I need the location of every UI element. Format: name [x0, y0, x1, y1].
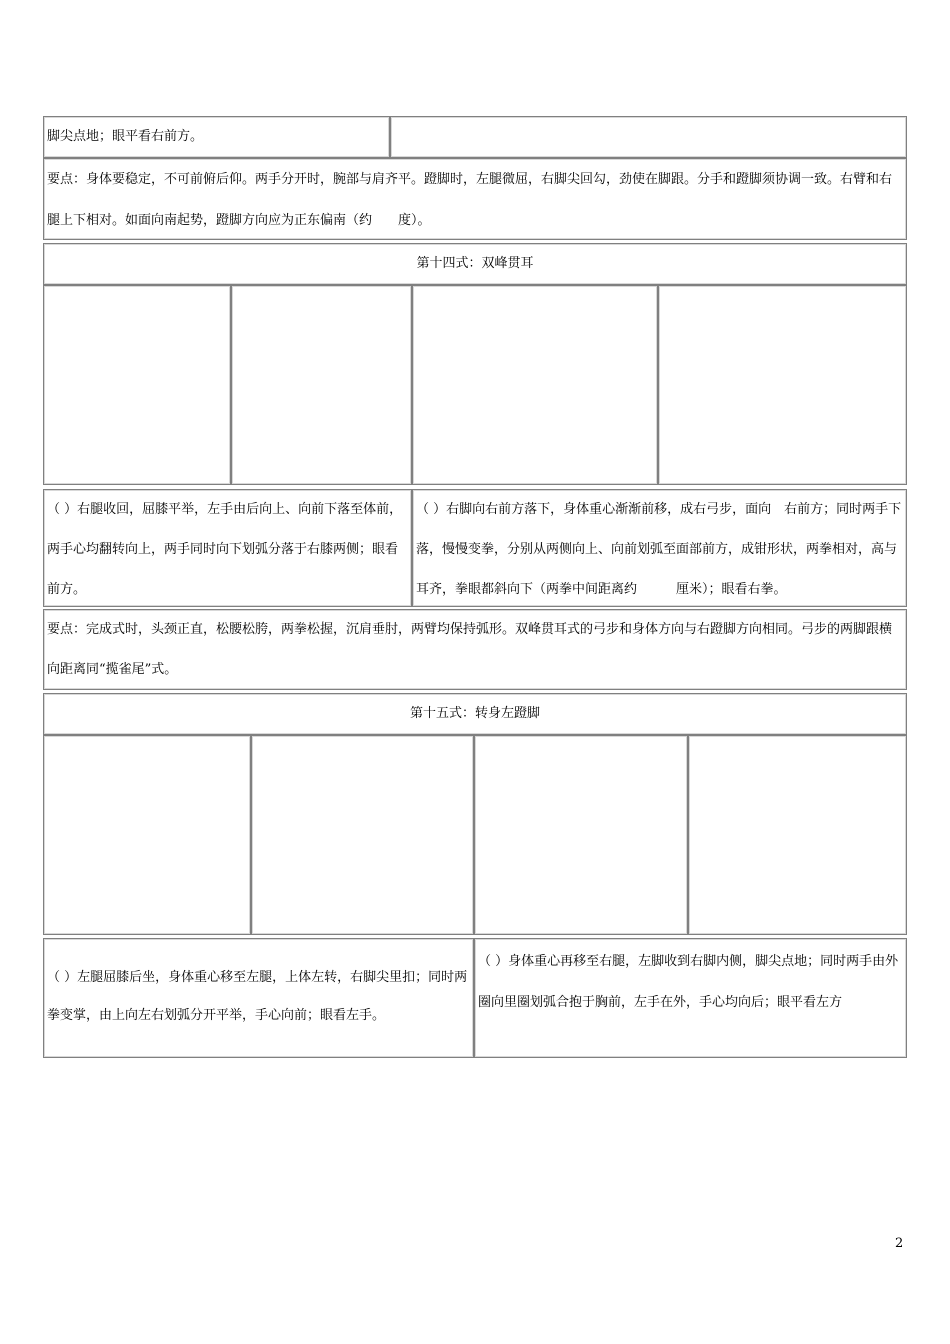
section-14-title-text: 第十四式：双峰贯耳 — [416, 256, 534, 271]
section-15-title-text: 第十五式：转身左蹬脚 — [409, 706, 540, 721]
r1-left-text: 脚尖点地；眼平看右前方。 — [47, 129, 204, 144]
r1-right-cell — [390, 116, 907, 158]
s15-right-text: （ ）身体重心再移至右腿，左脚收到右脚内侧，脚尖点地；同时两手由外圈向里圈划弧合抱于胸前，左手在外，手心均向后；眼平看左方 — [478, 954, 899, 1010]
s15-left-cell — [43, 938, 474, 1058]
s15-left-text: （ ）左腿屈膝后坐，身体重心移至左腿，上体左转，右脚尖里扣；同时两拳变掌，由上向左右划弧分开平举，手心向前；眼看左手。 — [47, 970, 468, 1023]
s14-image-1 — [43, 285, 231, 485]
s14-image-2 — [231, 285, 412, 485]
s15-image-2 — [251, 735, 474, 935]
s14-right-text: （ ）右脚向右前方落下，身体重心渐渐前移，成右弓步，面向 右前方；同时两手下落，慢慢变拳，分别从两侧向上、向前划弧至面部前方，成钳形状，两拳相对，高与耳齐，拳眼都斜向下（两拳中间距离约 厘米）；眼看右拳。 — [416, 502, 902, 597]
s14-left-cell — [43, 489, 412, 607]
s15-image-1 — [43, 735, 251, 935]
section-15-title — [43, 693, 907, 735]
s14-left-text: （ ）右腿收回，屈膝平举，左手由后向上、向前下落至体前，两手心均翻转向上，两手同时向下划弧分落于右膝两侧；眼看前方。 — [47, 502, 403, 597]
r2-note-text: 要点：身体要稳定，不可前俯后仰。两手分开时，腕部与肩齐平。蹬脚时，左腿微屈，右脚尖回勾，劲使在脚跟。分手和蹬脚须协调一致。右臂和右腿上下相对。如面向南起势，蹬脚方向应为正东偏南（约 度）。 — [47, 172, 893, 228]
s15-right-cell — [474, 938, 907, 1058]
r1-left-cell — [43, 116, 390, 158]
s15-image-4 — [688, 735, 907, 935]
section-14-title — [43, 243, 907, 285]
s15-image-3 — [474, 735, 688, 935]
page-number: 2 — [895, 1236, 904, 1251]
r2-note-cell — [43, 158, 907, 240]
s14-note-text: 要点：完成式时，头颈正直，松腰松胯，两拳松握，沉肩垂肘，两臂均保持弧形。双峰贯耳式的弓步和身体方向与右蹬脚方向相同。弓步的两脚跟横向距离同“揽雀尾”式。 — [47, 622, 893, 677]
s14-image-4 — [658, 285, 907, 485]
s14-image-3 — [412, 285, 658, 485]
s14-note-cell — [43, 609, 907, 690]
s14-right-cell — [412, 489, 907, 607]
